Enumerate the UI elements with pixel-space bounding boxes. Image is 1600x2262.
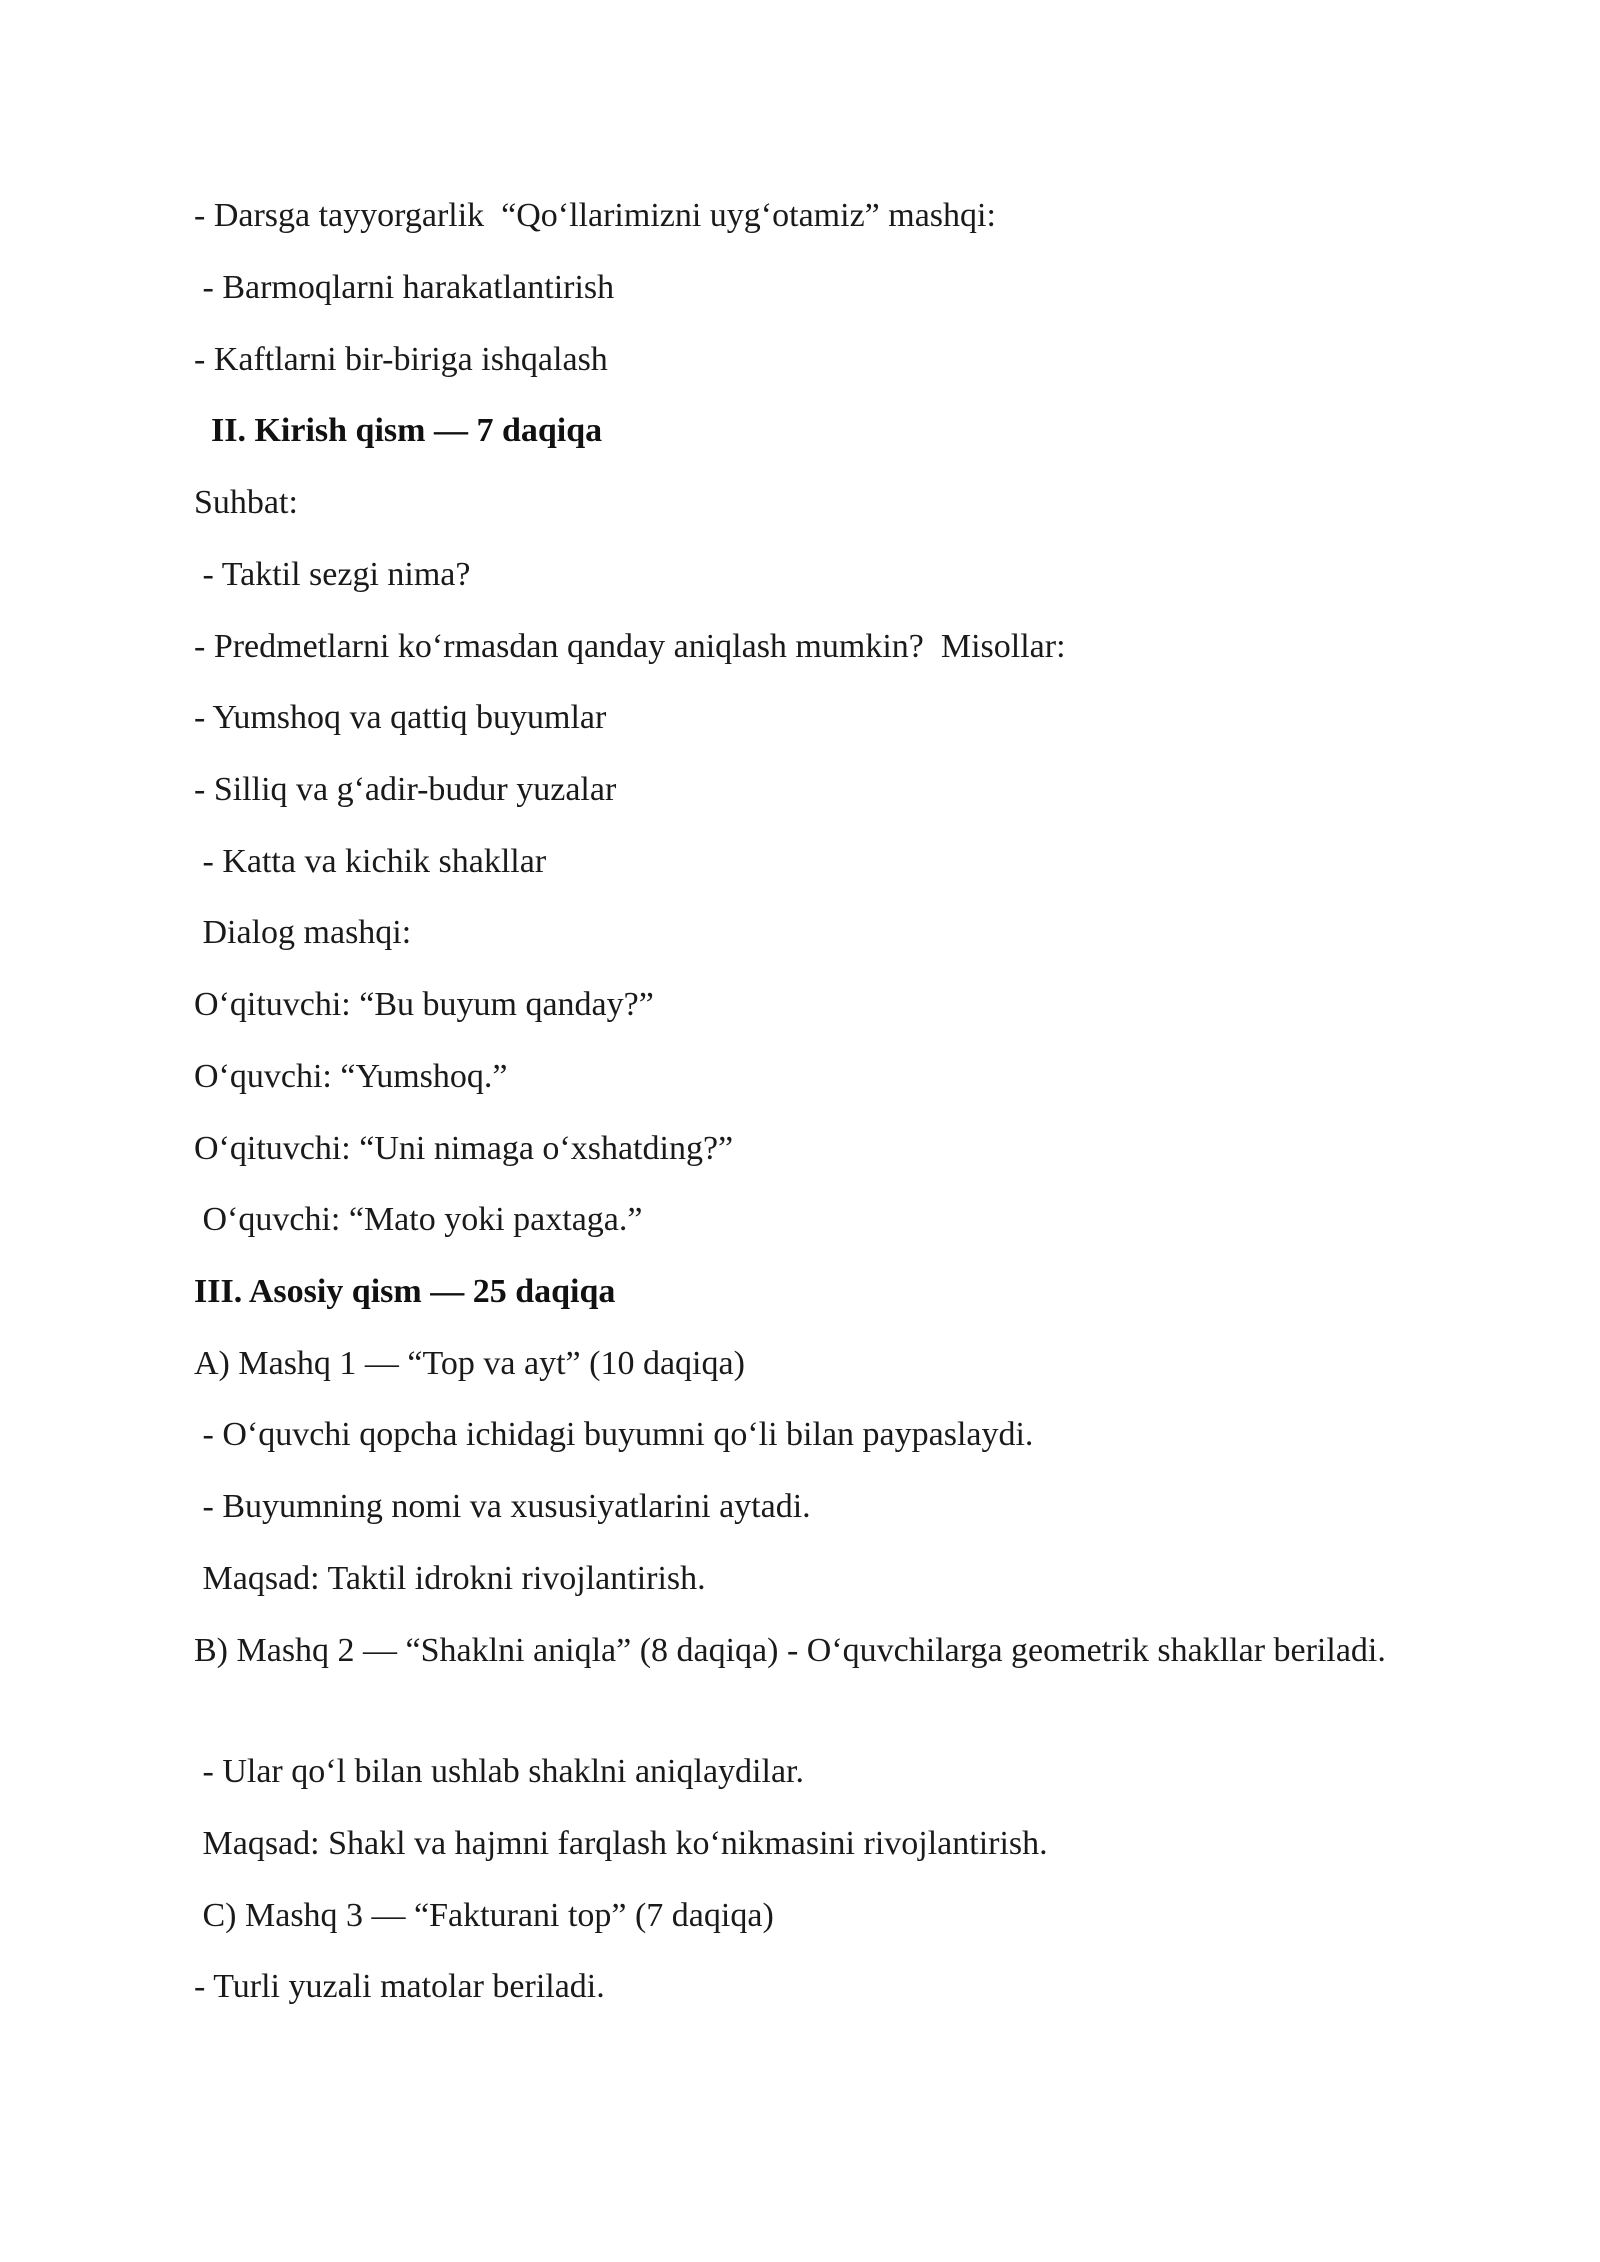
text-line: Suhbat:	[194, 484, 298, 521]
text-line: O‘qituvchi: “Uni nimaga o‘xshatding?”	[194, 1130, 734, 1167]
section-heading: II. Kirish qism — 7 daqiqa	[194, 412, 603, 449]
text-line: - Predmetlarni ko‘rmasdan qanday aniqlash mumkin? Misollar:	[194, 628, 1066, 665]
text-paragraph: B) Mashq 2 — “Shaklni aniqla” (8 daqiqa) - O‘quvchilarga geometrik shakllar beriladi.	[194, 1632, 1386, 1669]
text-line: O‘quvchi: “Yumshoq.”	[194, 1058, 508, 1095]
text-line: - Taktil sezgi nima?	[194, 556, 471, 593]
text-line: A) Mashq 1 — “Top va ayt” (10 daqiqa)	[194, 1345, 745, 1382]
text-line: - Silliq va g‘adir-budur yuzalar	[194, 771, 617, 808]
text-line: - Barmoqlarni harakatlantirish	[194, 269, 615, 306]
text-line: - Katta va kichik shakllar	[194, 843, 547, 880]
text-line: O‘qituvchi: “Bu buyum qanday?”	[194, 986, 654, 1023]
text-line: - Buyumning nomi va xususiyatlarini aytadi.	[194, 1488, 811, 1525]
text-line: - Turli yuzali matolar beriladi.	[194, 1968, 605, 2005]
text-line: - O‘quvchi qopcha ichidagi buyumni qo‘li bilan paypaslaydi.	[194, 1416, 1034, 1453]
text-line: Dialog mashqi:	[194, 914, 412, 951]
text-line: - Kaftlarni bir-biriga ishqalash	[194, 341, 608, 378]
text-line: Maqsad: Shakl va hajmni farqlash ko‘nikmasini rivojlantirish.	[194, 1825, 1048, 1862]
text-line: - Ular qo‘l bilan ushlab shaklni aniqlaydilar.	[194, 1753, 804, 1790]
text-line: Maqsad: Taktil idrokni rivojlantirish.	[194, 1560, 706, 1597]
text-line: O‘quvchi: “Mato yoki paxtaga.”	[194, 1201, 643, 1238]
section-heading: III. Asosiy qism — 25 daqiqa	[194, 1273, 616, 1310]
text-line: C) Mashq 3 — “Fakturani top” (7 daqiqa)	[194, 1897, 774, 1934]
text-line: - Yumshoq va qattiq buyumlar	[194, 699, 607, 736]
text-line: - Darsga tayyorgarlik “Qo‘llarimizni uyg‘otamiz” mashqi:	[194, 197, 996, 234]
